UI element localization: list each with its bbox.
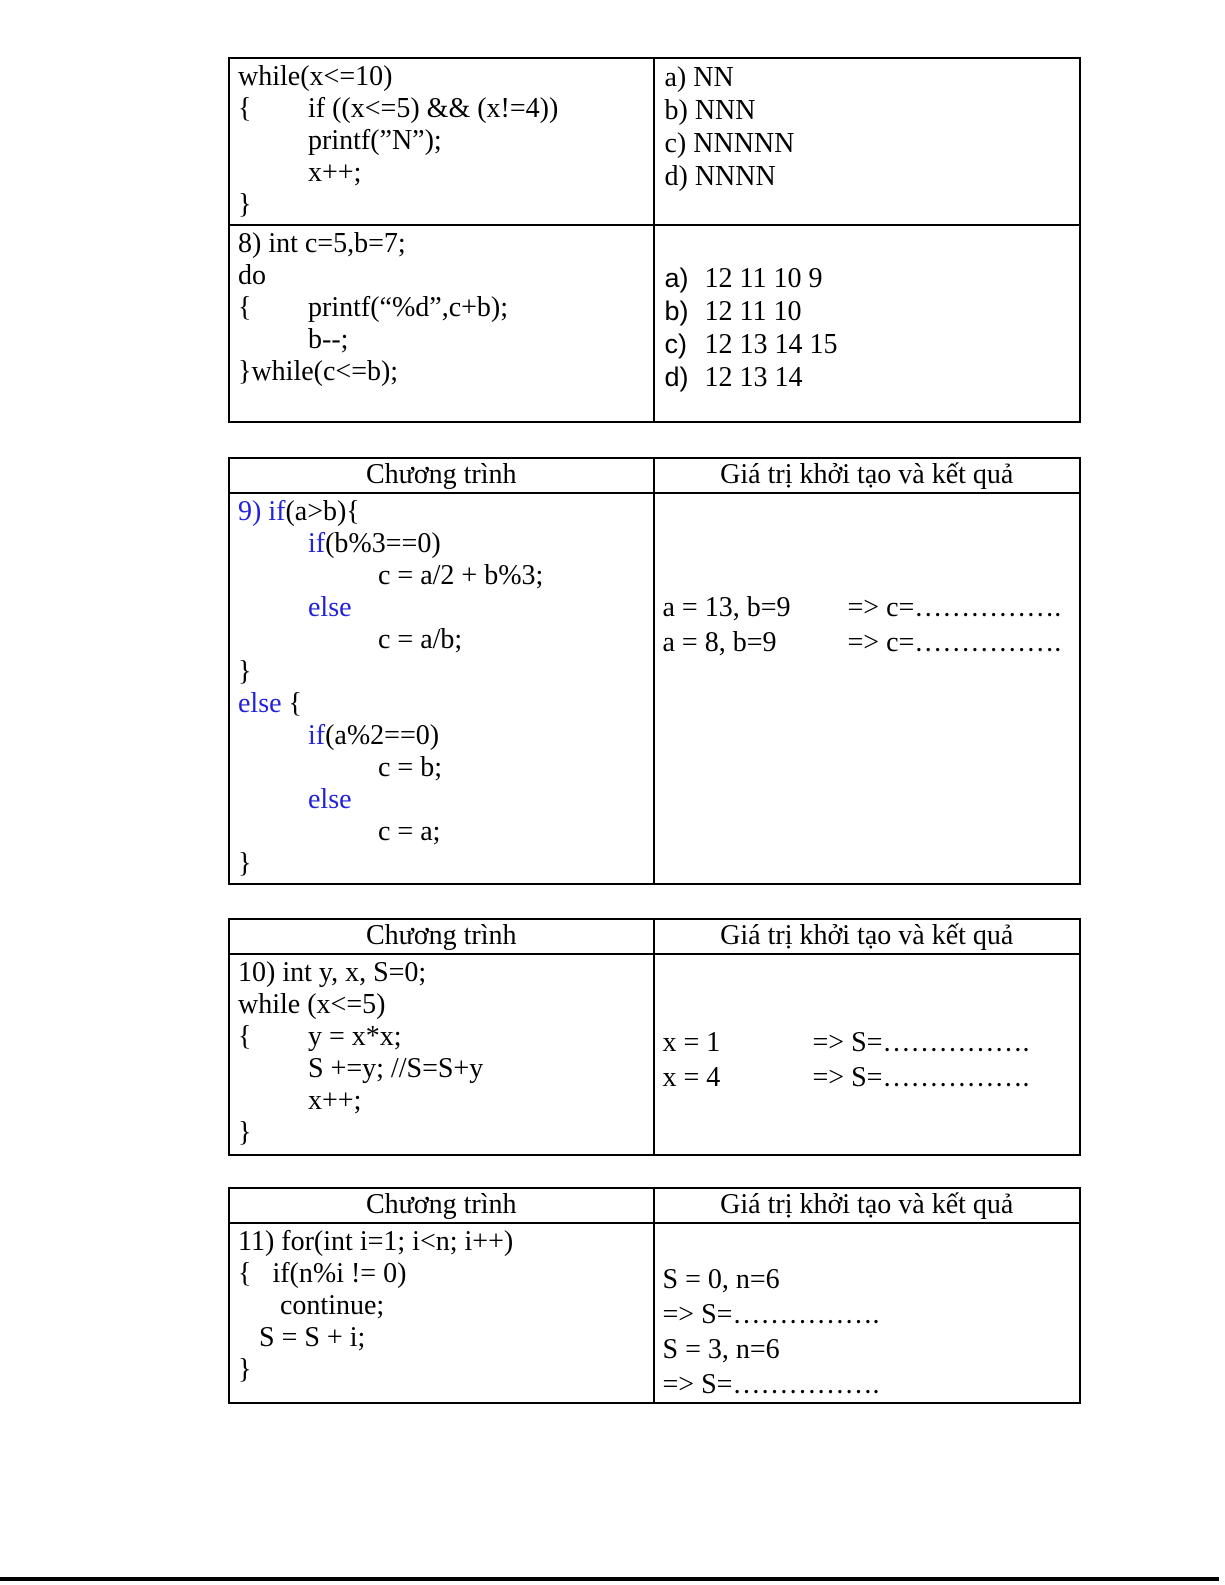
code-line xyxy=(238,848,649,880)
result-cell-q10 xyxy=(655,955,1080,1154)
code-text: S +=y; //S=S+y xyxy=(238,1053,484,1084)
code-line xyxy=(238,1053,649,1085)
code-text: { if ((x<=5) && (x!=4)) xyxy=(238,93,559,124)
code-text: 10) int y, x, S=0; xyxy=(238,957,427,988)
code-text: { xyxy=(281,688,302,719)
code-line xyxy=(238,816,649,848)
code-cell-q10 xyxy=(230,955,655,1154)
code-text: continue; xyxy=(238,1290,385,1321)
code-line xyxy=(238,1117,649,1149)
code-keyword: 9) if xyxy=(238,496,286,527)
code-text: 11) for(int i=1; i<n; i++) xyxy=(238,1226,514,1257)
code-cell-q7 xyxy=(230,59,655,224)
code-line xyxy=(238,228,649,260)
header-values: Giá trị khởi tạo và kết quả xyxy=(720,1189,1014,1220)
table-header-row xyxy=(230,1189,1079,1224)
code-line xyxy=(238,189,649,221)
answer-option xyxy=(665,262,1076,295)
answer-option: c) NNNNN xyxy=(664,128,795,159)
code-keyword: else xyxy=(308,784,352,815)
code-line xyxy=(238,752,649,784)
code-keyword: if xyxy=(308,720,326,751)
code-line xyxy=(238,1322,649,1354)
table-row-q11 xyxy=(230,1224,1079,1402)
initial-values: a = 13, b=9 xyxy=(662,592,791,623)
initial-values: x = 4 xyxy=(662,1062,721,1093)
code-line xyxy=(238,93,649,125)
code-text: (a%2==0) xyxy=(325,720,440,751)
page-bottom-rule xyxy=(0,1577,1219,1581)
code-line xyxy=(238,528,649,560)
answer-letter: b) xyxy=(664,296,689,326)
code-text: c = a/b; xyxy=(238,624,463,655)
code-text: printf(”N”); xyxy=(238,125,442,156)
document-page xyxy=(228,0,1081,1404)
header-values: Giá trị khởi tạo và kết quả xyxy=(720,920,1014,951)
code-cell-q11 xyxy=(230,1224,655,1402)
answer-option: d) NNNN xyxy=(664,161,776,192)
code-text: while (x<=5) xyxy=(238,989,386,1020)
code-line xyxy=(238,720,649,752)
result-line xyxy=(663,1262,1080,1332)
code-line xyxy=(238,61,649,93)
code-text: S = S + i; xyxy=(238,1322,366,1353)
result-blank: => c=……………. xyxy=(847,592,1062,623)
result-line xyxy=(663,1025,1080,1060)
initial-values: a = 8, b=9 xyxy=(662,627,777,658)
answer-cell-q8 xyxy=(655,226,1080,421)
code-line xyxy=(238,560,649,592)
result-cell-q11 xyxy=(655,1224,1080,1402)
result-line xyxy=(663,590,1080,625)
initial-values: x = 1 xyxy=(662,1027,721,1058)
code-line xyxy=(238,1226,649,1258)
answer-letter: c) xyxy=(664,329,687,359)
code-text: c = a/2 + b%3; xyxy=(238,560,544,591)
code-line xyxy=(238,292,649,324)
code-text: } xyxy=(238,1354,252,1385)
result-blank: => S=……………. xyxy=(662,1369,880,1400)
code-line xyxy=(238,157,649,189)
header-values: Giá trị khởi tạo và kết quả xyxy=(720,459,1014,490)
code-text: x++; xyxy=(238,1085,362,1116)
code-line xyxy=(238,784,649,816)
answer-option xyxy=(665,361,1076,394)
table-row-q8 xyxy=(230,224,1079,421)
table-header-row xyxy=(230,459,1079,494)
code-text: { printf(“%d”,c+b); xyxy=(238,292,509,323)
code-line xyxy=(238,989,649,1021)
code-text xyxy=(238,720,308,751)
code-text: while(x<=10) xyxy=(238,61,393,92)
table-row-q10 xyxy=(230,955,1079,1154)
result-blank: => S=……………. xyxy=(662,1299,880,1330)
code-text xyxy=(238,592,308,623)
code-line xyxy=(238,688,649,720)
quiz-table-q7-q8 xyxy=(228,57,1081,423)
table-header-row xyxy=(230,920,1079,955)
answer-option xyxy=(665,295,1076,328)
answer-text: 12 11 10 9 xyxy=(704,263,823,294)
header-program: Chương trình xyxy=(230,459,655,492)
code-line xyxy=(238,356,649,388)
result-blank: => c=……………. xyxy=(847,627,1062,658)
result-blank: => S=……………. xyxy=(812,1062,1030,1093)
result-line xyxy=(663,625,1080,660)
code-text: } xyxy=(238,189,252,220)
code-line xyxy=(238,496,649,528)
code-text: } xyxy=(238,656,252,687)
code-line xyxy=(238,1021,649,1053)
code-text xyxy=(238,784,308,815)
header-program: Chương trình xyxy=(230,1189,655,1222)
code-line xyxy=(238,1354,649,1386)
exercise-table-q10 xyxy=(228,918,1081,1156)
code-line xyxy=(238,656,649,688)
answer-option: b) NNN xyxy=(664,95,756,126)
code-line xyxy=(238,624,649,656)
code-text: do xyxy=(238,260,266,291)
result-line xyxy=(663,1060,1080,1095)
exercise-table-q11 xyxy=(228,1187,1081,1404)
code-keyword: if xyxy=(308,528,326,559)
code-text xyxy=(238,528,308,559)
answer-cell-q7 xyxy=(655,59,1080,224)
result-cell-q9 xyxy=(655,494,1080,883)
code-text: { y = x*x; xyxy=(238,1021,402,1052)
code-line xyxy=(238,260,649,292)
answer-text: 12 13 14 xyxy=(704,362,803,393)
code-keyword: else xyxy=(238,688,282,719)
result-blank: => S=……………. xyxy=(812,1027,1030,1058)
code-line xyxy=(238,324,649,356)
code-line xyxy=(238,1258,649,1290)
code-line xyxy=(238,592,649,624)
code-text: c = a; xyxy=(238,816,441,847)
code-text: (b%3==0) xyxy=(325,528,441,559)
answer-text: 12 11 10 xyxy=(704,296,802,327)
table-row-q7 xyxy=(230,59,1079,224)
exercise-table-q9 xyxy=(228,457,1081,885)
code-text: } xyxy=(238,1117,252,1148)
answer-option xyxy=(665,328,1076,361)
code-text: (a>b){ xyxy=(285,496,360,527)
initial-values: S = 0, n=6 xyxy=(662,1264,780,1295)
code-text: { if(n%i != 0) xyxy=(238,1258,407,1289)
code-keyword: else xyxy=(308,592,352,623)
answer-text: 12 13 14 15 xyxy=(704,329,838,360)
answer-letter: d) xyxy=(664,362,689,392)
code-text: } xyxy=(238,848,252,879)
code-text: }while(c<=b); xyxy=(238,356,399,387)
code-cell-q8 xyxy=(230,226,655,421)
header-program: Chương trình xyxy=(230,920,655,953)
answer-option: a) NN xyxy=(664,62,734,93)
answer-letter: a) xyxy=(664,263,689,293)
code-line xyxy=(238,1085,649,1117)
code-text: x++; xyxy=(238,157,362,188)
result-line xyxy=(663,1332,1080,1402)
code-text: b--; xyxy=(238,324,349,355)
code-cell-q9 xyxy=(230,494,655,883)
code-text: c = b; xyxy=(238,752,442,783)
code-text: 8) int c=5,b=7; xyxy=(238,228,406,259)
code-line xyxy=(238,1290,649,1322)
table-row-q9 xyxy=(230,494,1079,883)
code-line xyxy=(238,957,649,989)
initial-values: S = 3, n=6 xyxy=(662,1334,780,1365)
code-line xyxy=(238,125,649,157)
